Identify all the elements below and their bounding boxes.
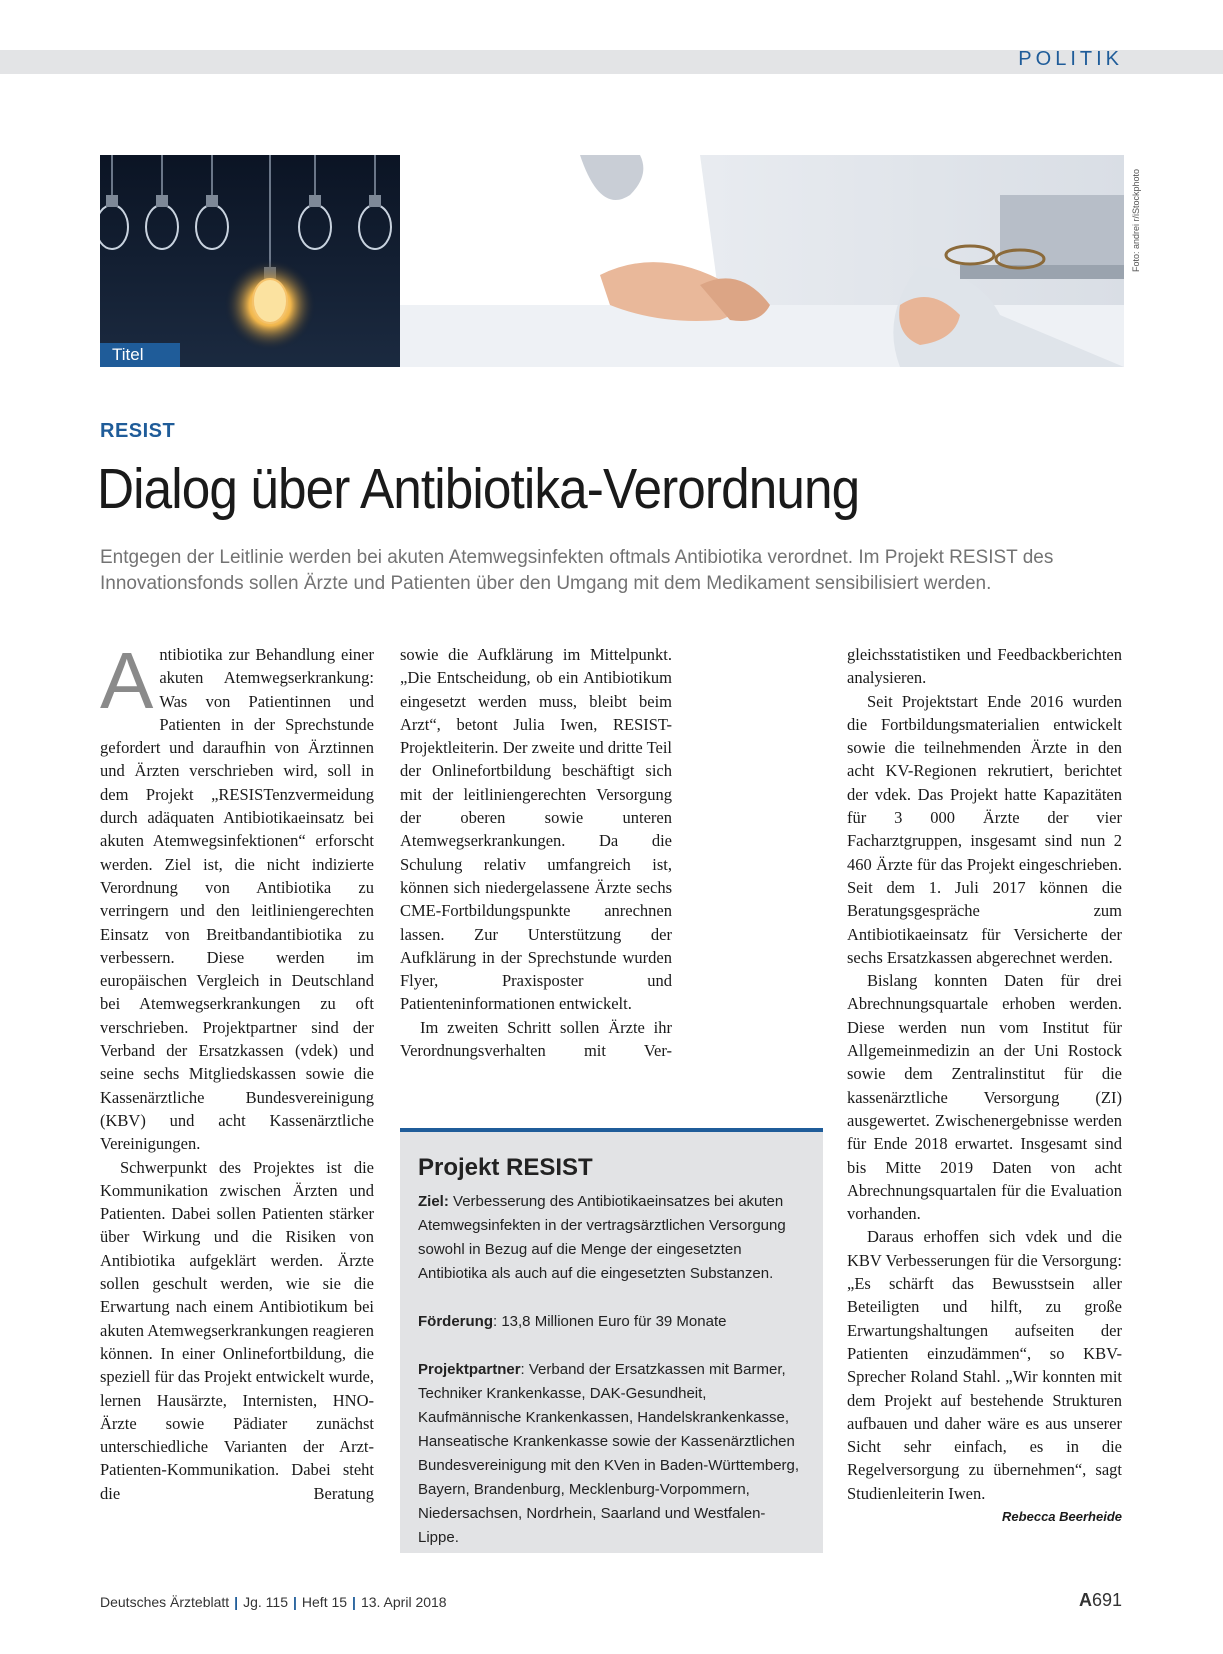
info-box [400, 1128, 823, 1553]
author-signature: Rebecca Beerheide [1002, 1508, 1122, 1524]
article-column-2 [400, 643, 672, 1062]
info-box-title: Projekt RESIST [418, 1154, 593, 1181]
rubric-label: Titel [100, 343, 180, 367]
doctor-patient-illustration [400, 155, 1124, 367]
photo-credit: Foto: andrei r/iStockphoto [1131, 168, 1141, 272]
page-footer [100, 1590, 1122, 1610]
paragraph [847, 1225, 1122, 1524]
article-column-3 [847, 643, 1122, 1528]
paragraph [100, 1156, 374, 1505]
paragraph: sowie die Aufklärung im Mittelpunkt. „Die Entscheidung, ob ein Antibiotikum eingesetzt werden muss, bleibt beim Arzt“, betont Julia Iwen, RESIST-Projektleiterin. Der zweite und dritte Teil der Onlinefortbildung beschäftigt sich mit der leitliniengerechten Versorgung der oberen sowie unteren Atemwegserkrankungen. Da die Schulung relativ umfangreich ist, können sich niedergelassene Ärzte sechs CME-Fortbildungspunkte anrechnen lassen. Zur Unterstützung der Aufklärung in der Sprechstunde wurden Flyer, Praxisposter und Patienteninformationen entwickelt. [400, 645, 672, 1014]
article-column-1 [100, 636, 374, 1505]
issue-date: 13. April 2018 [360, 1594, 447, 1610]
article-lead: Entgegen der Leitlinie werden bei akuten Atemwegsinfekten oftmals Antibiotika verordnet. Im Projekt RESIST des Innovationsfonds sollen Ärzte und Patienten über den Umgang mit dem Medikament sensibilisiert werden. [100, 547, 1054, 594]
paragraph [100, 636, 374, 1156]
drop-cap: A [100, 636, 154, 725]
paragraph-text: Im zweiten Schritt sollen Ärzte ihr Verordnungsverhalten mit Ver- [400, 1017, 672, 1061]
goal-text: Verbesserung des Antibiotikaeinsatzes bei akuten Atemwegsinfekten in der vertragsärztlichen Versorgung sowohl in Bezug auf die Menge der eingesetzten Antibiotika als auch auf die eingesetzten Substanzen. [418, 1193, 786, 1282]
info-box-partners [418, 1358, 805, 1550]
paragraph [400, 1016, 672, 1063]
info-box-funding [418, 1310, 805, 1334]
paragraph: Seit Projektstart Ende 2016 wurden die Fortbildungsmaterialien entwickelt sowie die teilnehmenden Ärzte in den acht KV-Regionen rekrutiert, berichtet der vdek. Das Projekt hatte Kapazitäten für 3 000 Ärzte der vier Facharztgruppen, insgesamt sind nun 2 460 Ärzte für das Projekt eingeschrieben. Seit dem 1. Juli 2017 können die Beratungsgespräche zum Antibiotikaeinsatz für Versicherte der sechs Ersatzkassen abgerechnet werden. [847, 691, 1122, 967]
separator: | [292, 1594, 297, 1610]
separator: | [352, 1594, 356, 1610]
lightbulbs-photo [100, 155, 400, 367]
paragraph-text: ntibiotika zur Behandlung einer akuten Atemwegserkrankung: Was von Patientinnen und Patienten in der Sprechstunde gefordert und daraufhin von Ärztinnen und Ärzten verschrieben wird, soll in dem Projekt „RESISTenzvermeidung durch adäquaten Antibiotikaeinsatz bei akuten Atemwegsinfektionen“ erforscht werden. Ziel ist, die nicht indizierte Verordnung von Antibiotika zu verringern und den leitliniengerechten Einsatz von Breitbandantibiotika zu verbessern. Diese werden im europäischen Vergleich in Deutschland bei Atemwegserkrankungen zu oft verschrieben. Projektpartner sind der Verband der Ersatzkassen (vdek) und seine sechs Mitgliedskassen sowie die Kassenärztliche Bundesvereinigung (KBV) und acht Kassenärztliche Vereinigungen. [100, 645, 374, 1154]
info-box-goal [418, 1190, 805, 1286]
goal-label: Ziel: [418, 1193, 449, 1210]
section-label: POLITIK [1018, 48, 1123, 70]
separator: | [234, 1594, 239, 1610]
page-prefix: A [1078, 1590, 1092, 1610]
doctor-patient-photo [400, 155, 1124, 367]
article-kicker: RESIST [100, 420, 176, 442]
article-headline: Dialog über Antibiotika-Verordnung [97, 457, 860, 521]
page-number [1079, 1590, 1122, 1611]
journal-name: Deutsches Ärzteblatt [100, 1594, 230, 1610]
paragraph-text: Schwerpunkt des Projektes ist die Kommunikation zwischen Ärzten und Patienten. Dabei sollen Patienten stärker über Wirkung und die Risiken von Antibiotika aufgeklärt werden. Ärzte sollen geschult werden, wie sie die Erwartung nach einem Antibiotikum bei akuten Atemwegserkrankungen reagieren können. In einer Onlinefortbildung, die speziell für das Projekt entwickelt wurde, lernen Hausärzte, Internisten, HNO-Ärzte sowie Pädiater zunächst unterschiedliche Varianten der Arzt-Patienten-Kommunikation. Dabei steht die Beratung [100, 1157, 374, 1503]
paragraph-text: Daraus erhoffen sich vdek und die KBV Verbesserungen für die Versorgung: „Es schärft das Bewusstsein aller Beteiligten und hilft, zu große Erwartungshaltungen aufseiten der Patienten einzudämmen“, so KBV-Sprecher Roland Stahl. „Wir konnten mit dem Projekt auf bestehende Strukturen aufbauen und daher wäre es aus unserer Sicht sehr einfach, es in die Regelversorgung zu übernehmen“, sagt Studienleiterin Iwen. [847, 1227, 1122, 1503]
volume: Jg. 115 [243, 1594, 288, 1610]
issue: Heft 15 [301, 1594, 348, 1610]
hero-image [100, 155, 1124, 367]
funding-label: Förderung [418, 1313, 493, 1330]
funding-text: : 13,8 Millionen Euro für 39 Monate [493, 1313, 727, 1330]
page-number-value: 691 [1091, 1590, 1122, 1610]
partners-text: : Verband der Ersatzkassen mit Barmer, Techniker Krankenkasse, DAK-Gesundheit, Kaufmännische Krankenkassen, Handelskrankenkasse, Hanseatische Krankenkasse sowie der Kassenärztlichen Bundesvereinigung mit den KVen in Baden-Württemberg, Bayern, Brandenburg, Mecklenburg-Vorpommern, Niedersachsen, Nordrhein, Saarland und Westfalen-Lippe. [418, 1361, 800, 1546]
lightbulbs-illustration [100, 155, 400, 367]
partners-label: Projektpartner [418, 1361, 521, 1378]
paragraph: Bislang konnten Daten für drei Abrechnungsquartale erhoben werden. Diese werden nun vom Institut für Allgemeinmedizin an der Uni Rostock sowie dem Zentralinstitut für die kassenärztliche Versorgung (ZI) ausgewertet. Zwischenergebnisse werden für Ende 2018 erwartet. Insgesamt sind bis Mitte 2019 Daten von acht Abrechnungsquartalen für die Evaluation vorhanden. [847, 971, 1122, 1224]
paragraph: gleichsstatistiken und Feedbackberichten analysieren. [847, 645, 1122, 688]
